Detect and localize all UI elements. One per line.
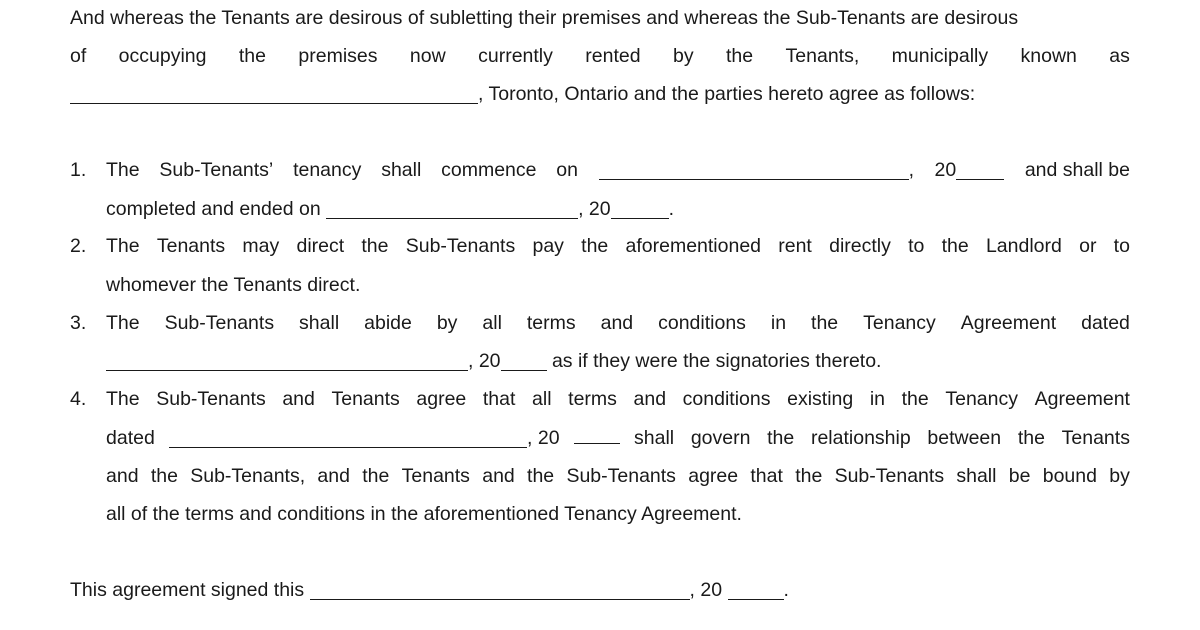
word: the (726, 45, 754, 67)
word: dated (1081, 312, 1130, 334)
word: that (750, 465, 783, 487)
signature-label: This agreement signed this (70, 579, 305, 601)
signature-year-blank[interactable] (728, 579, 784, 600)
word: to (908, 235, 925, 257)
word: and (482, 465, 515, 487)
word: Tenants, (785, 45, 860, 67)
word: all (532, 388, 552, 410)
word: relationship (810, 427, 911, 449)
clause-3-number: 3. (70, 312, 87, 334)
end-date-blank[interactable] (326, 198, 578, 219)
word: the (150, 465, 178, 487)
clause-4-line-2 (106, 423, 1130, 453)
clause-1-number: 1. (70, 159, 87, 181)
word: the (941, 235, 969, 257)
word: shall (381, 159, 422, 181)
signature-year: , 20 (689, 579, 723, 601)
word: all (482, 312, 502, 334)
end-year-blank[interactable] (611, 198, 669, 219)
clause-3-tail: as if they were the signatories thereto. (551, 350, 882, 372)
word: premises (298, 45, 378, 67)
word: pay (532, 235, 564, 257)
word: Sub-Tenants (566, 465, 676, 487)
govern-year-blank[interactable] (574, 423, 620, 444)
clause-4-line-4: all of the terms and conditions in the aforementioned Tenancy Agreement. (106, 503, 742, 525)
word: shall (634, 427, 675, 449)
clause-4-number: 4. (70, 388, 87, 410)
clause-1-date-group (599, 155, 914, 185)
word: may (242, 235, 280, 257)
clause-2-number: 2. (70, 235, 87, 257)
word: Tenancy (945, 388, 1018, 410)
word: the (811, 312, 839, 334)
word: Sub-Tenants (834, 465, 945, 487)
word: municipally (891, 45, 989, 67)
word: and (106, 465, 139, 487)
intro-line-2 (70, 41, 1130, 71)
word: by (673, 45, 694, 67)
word: occupying (118, 45, 207, 67)
word: The (106, 388, 140, 410)
word: conditions (682, 388, 771, 410)
word: shall (299, 312, 340, 334)
word: that (482, 388, 516, 410)
word: Tenants (331, 388, 400, 410)
word: existing (787, 388, 854, 410)
word: rent (778, 235, 812, 257)
clause-4-line-3 (106, 461, 1130, 491)
word: by (1109, 465, 1130, 487)
clause-4-year: , 20 (527, 427, 560, 449)
word: bound (1042, 465, 1097, 487)
signature-period: . (783, 579, 789, 601)
word: and (317, 465, 350, 487)
clause-2-line-2: whomever the Tenants direct. (106, 274, 361, 296)
word: The (106, 235, 140, 257)
agreement-year-blank[interactable] (501, 350, 547, 371)
word: between (927, 427, 1002, 449)
word: and (282, 388, 315, 410)
word: Landlord (985, 235, 1062, 257)
clause-4-date-group (169, 423, 560, 453)
word: the (767, 427, 795, 449)
clause-4-tail (634, 423, 1130, 453)
commence-year-blank[interactable] (956, 159, 1004, 180)
word: shall (956, 465, 997, 487)
clause-1-period: . (668, 198, 675, 220)
intro-line-1: And whereas the Tenants are desirous of subletting their premises and whereas the Sub-Tenants are desirous (70, 7, 1019, 29)
word: the (238, 45, 266, 67)
word: govern (690, 427, 751, 449)
word: The (106, 159, 140, 181)
word: Sub-Tenants, (190, 465, 306, 487)
word: be (1008, 465, 1031, 487)
word: known (1020, 45, 1077, 67)
word: conditions (658, 312, 746, 334)
clause-2-line-1 (70, 231, 1130, 261)
word: abide (364, 312, 412, 334)
word: Agreement (960, 312, 1057, 334)
word: direct (296, 235, 345, 257)
word: Agreement (1034, 388, 1130, 410)
word: commence (441, 159, 537, 181)
clause-2-text-1 (106, 231, 1130, 261)
word: the (901, 388, 929, 410)
word: to (1113, 235, 1130, 257)
word: the (1017, 427, 1045, 449)
word: the (581, 235, 609, 257)
clause-1-ended-label: completed and ended on (106, 198, 321, 220)
clause-1-comma: , (908, 159, 914, 181)
word: in (770, 312, 787, 334)
word: and (633, 388, 667, 410)
clause-4-text-1 (106, 384, 1130, 414)
word: the (527, 465, 555, 487)
clause-3-text-1 (106, 308, 1130, 338)
clause-1-ended-year: , 20 (578, 198, 611, 220)
clause-1-tail: and shall be (1024, 159, 1130, 181)
signature-line (70, 575, 1130, 605)
intro-line-3-text: , Toronto, Ontario and the parties hereto agree as follows: (478, 83, 976, 105)
word: tenancy (293, 159, 362, 181)
word: directly (829, 235, 891, 257)
word: Sub-Tenants (405, 235, 516, 257)
clause-1-words (106, 155, 578, 185)
word: the (795, 465, 823, 487)
clause-3-line-1 (70, 308, 1130, 338)
word: and (600, 312, 634, 334)
intro-line-3 (70, 79, 1130, 109)
signature-date-blank[interactable] (310, 579, 690, 600)
clause-3-line-2 (106, 346, 1130, 376)
word: the (362, 465, 390, 487)
word: The (106, 312, 140, 334)
agreement-date-blank[interactable] (106, 350, 468, 371)
word: in (869, 388, 886, 410)
word: Sub-Tenants (164, 312, 275, 334)
word: on (556, 159, 578, 181)
word: of (70, 45, 87, 67)
word: Tenants (401, 465, 470, 487)
word: now (409, 45, 446, 67)
word: rented (585, 45, 641, 67)
word: terms (526, 312, 576, 334)
word: Sub-Tenants’ (159, 159, 274, 181)
clause-1-year: 20 (934, 159, 957, 181)
clause-4-line-1 (70, 384, 1130, 414)
clause-1-line-2 (106, 194, 1130, 224)
word: or (1079, 235, 1097, 257)
word: Sub-Tenants (156, 388, 266, 410)
word: by (436, 312, 458, 334)
clause-4-dated-label: dated (106, 427, 155, 449)
word: terms (568, 388, 617, 410)
word: agree (416, 388, 467, 410)
clause-3-year: , 20 (468, 350, 501, 372)
commence-date-blank[interactable] (599, 159, 909, 180)
word: Tenancy (863, 312, 936, 334)
word: agree (688, 465, 739, 487)
govern-date-blank[interactable] (169, 427, 527, 448)
word: Tenants (156, 235, 226, 257)
word: Tenants (1061, 427, 1130, 449)
word: currently (478, 45, 553, 67)
address-blank[interactable] (70, 83, 478, 104)
word: aforementioned (625, 235, 762, 257)
word: as (1109, 45, 1130, 67)
word: the (361, 235, 389, 257)
clause-1-line-1 (70, 155, 1130, 185)
clause-1-year-group (935, 155, 1005, 185)
